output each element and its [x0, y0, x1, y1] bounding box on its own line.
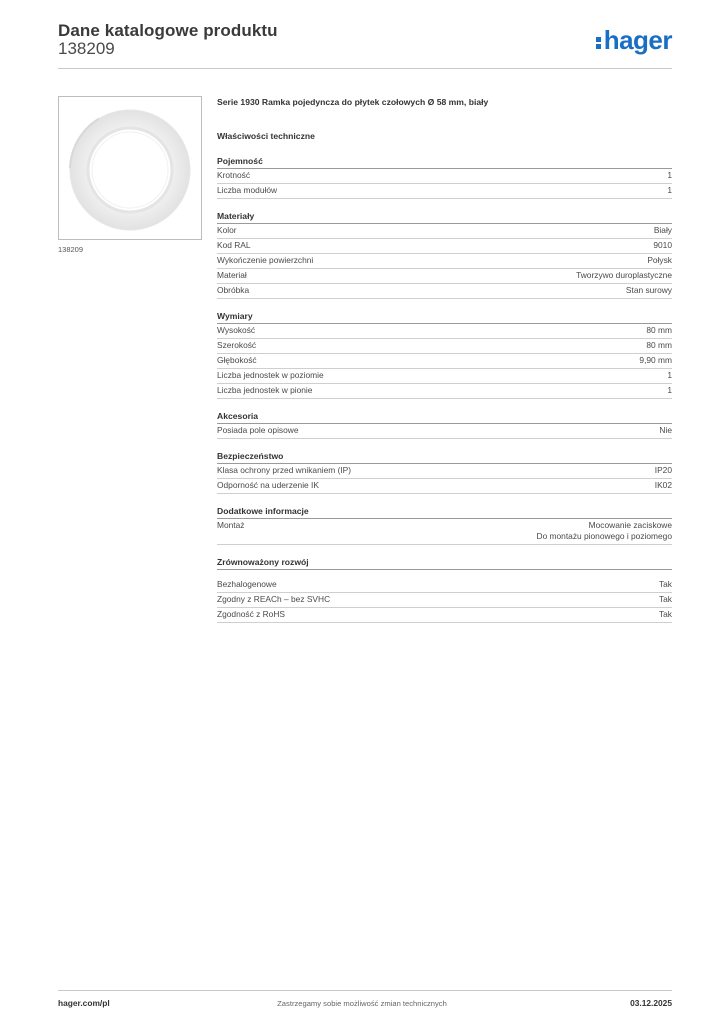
spec-value-line: IP20: [654, 465, 672, 475]
spec-label: Zgodny z REACh – bez SVHC: [217, 594, 331, 604]
spec-value-line: Tak: [658, 594, 672, 604]
spec-value: [257, 355, 672, 366]
spec-value: [256, 340, 672, 351]
spec-value-line: 1: [667, 385, 672, 395]
spec-row: [217, 464, 672, 479]
spec-group-title: Bezpieczeństwo: [217, 450, 672, 464]
spec-label: Montaż: [217, 520, 245, 530]
spec-value-line: 1: [667, 170, 672, 180]
spec-group: [217, 556, 672, 623]
spec-group: [217, 410, 672, 439]
header-divider: [58, 68, 672, 69]
spec-value: [277, 579, 672, 590]
spec-row: [217, 239, 672, 254]
footer-website[interactable]: hager.com/pl: [58, 998, 110, 1008]
spec-group: [217, 310, 672, 399]
spec-row: [217, 384, 672, 399]
page-title: Dane katalogowe produktu: [58, 21, 278, 40]
logo-dots-icon: [596, 33, 602, 49]
spec-value-line: Połysk: [647, 255, 672, 265]
spec-row: [217, 224, 672, 239]
spec-row: [217, 324, 672, 339]
spec-value: [277, 185, 672, 196]
spec-value-line: Nie: [659, 425, 672, 435]
spec-group-title: Akcesoria: [217, 410, 672, 424]
spec-label: Wykończenie powierzchni: [217, 255, 314, 265]
spec-label: Materiał: [217, 270, 247, 280]
spec-row: [217, 369, 672, 384]
spec-value: [250, 170, 672, 181]
spec-row: [217, 269, 672, 284]
spec-value: [298, 425, 672, 436]
spec-row: [217, 254, 672, 269]
spec-content: [217, 96, 672, 623]
spec-value-line: Biały: [653, 225, 672, 235]
spec-value: [330, 594, 672, 605]
footer-date: 03.12.2025: [630, 998, 672, 1008]
hager-logo[interactable]: [596, 27, 672, 53]
spec-label: Bezhalogenowe: [217, 579, 277, 589]
spec-group-title: Dodatkowe informacje: [217, 505, 672, 519]
spec-value-line: Mocowanie zaciskowe: [588, 520, 672, 530]
spec-label: Klasa ochrony przed wnikaniem (IP): [217, 465, 352, 475]
spec-label: Liczba modułów: [217, 185, 278, 195]
spec-group-title: Pojemność: [217, 155, 672, 169]
spec-value-line: Tak: [658, 609, 672, 619]
spec-value-line: Tak: [658, 579, 672, 589]
spec-value: [237, 225, 672, 236]
spec-label: Liczba jednostek w poziomie: [217, 370, 324, 380]
spec-value: [249, 285, 672, 296]
spec-label: Szerokość: [217, 340, 257, 350]
spec-label: Głębokość: [217, 355, 257, 365]
spec-value: [324, 370, 672, 381]
spec-value: [285, 609, 672, 620]
spec-value: [247, 270, 672, 281]
spec-value-line: 9,90 mm: [639, 355, 672, 365]
spec-label: Zgodność z RoHS: [217, 609, 285, 619]
spec-group: [217, 155, 672, 199]
spec-value-line: IK02: [654, 480, 672, 490]
spec-value: [351, 465, 672, 476]
product-title: Serie 1930 Ramka pojedyncza do płytek czołowych Ø 58 mm, biały: [217, 97, 489, 107]
spec-value: [312, 385, 672, 396]
frame-icon: [59, 97, 201, 239]
spec-row: [217, 184, 672, 199]
spec-row: [217, 354, 672, 369]
spec-group: [217, 505, 672, 545]
spec-row: [217, 424, 672, 439]
spec-value-line: Tworzywo duroplastyczne: [576, 270, 672, 280]
spec-group: [217, 450, 672, 494]
spec-row: [217, 578, 672, 593]
spec-label: Kolor: [217, 225, 237, 235]
spec-row: [217, 284, 672, 299]
spec-value-line: Stan surowy: [625, 285, 672, 295]
spec-value-line: 1: [667, 185, 672, 195]
spec-row: [217, 479, 672, 494]
spec-label: Krotność: [217, 170, 251, 180]
spec-label: Posiada pole opisowe: [217, 425, 299, 435]
spec-label: Kod RAL: [217, 240, 251, 250]
spec-groups: [217, 155, 672, 623]
spec-value: [251, 240, 672, 251]
spec-group: [217, 210, 672, 299]
spec-label: Odporność na uderzenie IK: [217, 480, 319, 490]
spec-value-line: Do montażu pionowego i poziomego: [536, 531, 672, 541]
footer-disclaimer: Zastrzegamy sobie możliwość zmian technicznych: [277, 999, 447, 1008]
spec-label: Wysokość: [217, 325, 256, 335]
logo-text: hager: [603, 25, 672, 55]
spec-group-title: Materiały: [217, 210, 672, 224]
spec-label: Liczba jednostek w pionie: [217, 385, 313, 395]
spec-value-line: 1: [667, 370, 672, 380]
spec-value: [319, 480, 672, 491]
spec-value-line: 80 mm: [646, 340, 672, 350]
spec-value: [244, 520, 672, 542]
image-caption: 138209: [58, 245, 84, 254]
product-image: [58, 96, 202, 240]
spec-row: [217, 593, 672, 608]
spec-row: [217, 608, 672, 623]
spec-value-line: 9010: [653, 240, 672, 250]
spec-label: Obróbka: [217, 285, 250, 295]
section-title: Właściwości techniczne: [217, 131, 315, 141]
product-code: 138209: [58, 39, 115, 58]
spec-row: [217, 519, 672, 545]
spec-row: [217, 339, 672, 354]
spec-row: [217, 169, 672, 184]
spec-group-title: Wymiary: [217, 310, 672, 324]
spec-group-title: Zrównoważony rozwój: [217, 556, 672, 570]
spec-value: [313, 255, 672, 266]
spec-value: [255, 325, 672, 336]
spec-value-line: 80 mm: [646, 325, 672, 335]
footer-divider: [58, 990, 672, 991]
